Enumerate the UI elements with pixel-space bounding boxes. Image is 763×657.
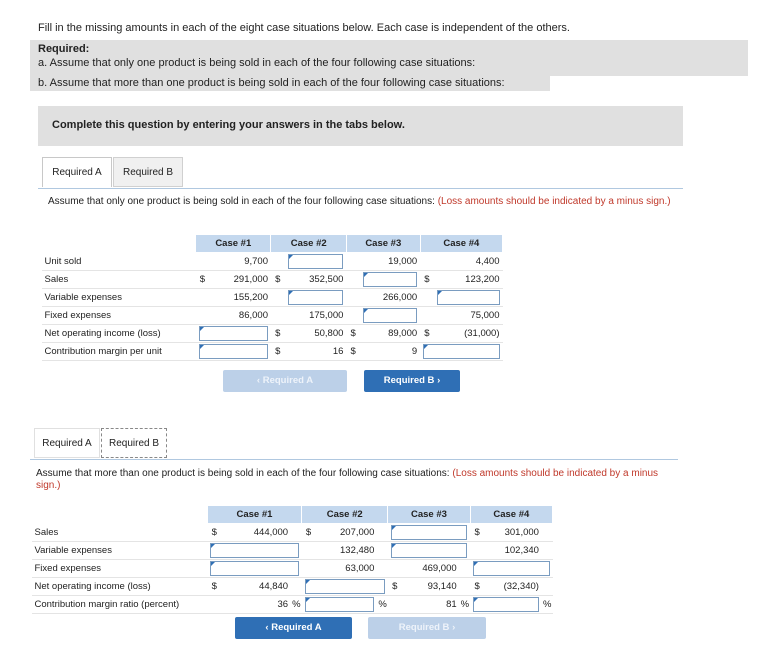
- table-row: [42, 253, 503, 271]
- prev-label: Required A: [271, 622, 322, 633]
- prev-required-a-button[interactable]: [223, 370, 347, 392]
- cell-value: 93,140: [402, 578, 460, 596]
- cell-value: (32,340): [484, 578, 542, 596]
- answer-input[interactable]: [363, 272, 417, 287]
- cell-value: 444,000: [221, 524, 291, 542]
- panel-b-divider: [30, 459, 678, 460]
- cell-value: 81: [402, 596, 460, 614]
- cell-value: 175,000: [285, 307, 347, 325]
- dollar-sign: $: [388, 578, 402, 596]
- table-b-corner: [32, 506, 208, 524]
- cell-value: 75,000: [434, 307, 503, 325]
- prev-required-a-button[interactable]: [235, 617, 352, 639]
- header-a-case4: Case #4: [420, 235, 502, 253]
- row-label: Variable expenses: [32, 542, 208, 560]
- row-label: Contribution margin ratio (percent): [32, 596, 208, 614]
- row-label: Net operating income (loss): [32, 578, 208, 596]
- table-a-corner: [42, 235, 196, 253]
- instruction-b: [36, 468, 681, 492]
- next-required-b-button[interactable]: [368, 617, 486, 639]
- table-row: [42, 325, 503, 343]
- next-label: Required B: [398, 622, 450, 633]
- cell-value: 9,700: [209, 253, 271, 271]
- cell-value: 86,000: [209, 307, 271, 325]
- cell-value: 469,000: [402, 560, 460, 578]
- percent-sign: %: [460, 596, 470, 614]
- chevron-left-icon: ‹: [256, 375, 261, 386]
- row-label: Fixed expenses: [32, 560, 208, 578]
- cell-value: 89,000: [360, 325, 420, 343]
- required-b-text: b. Assume that more than one product is being sold in each of the four following case situations:: [38, 77, 505, 89]
- cell-value: 63,000: [316, 560, 378, 578]
- answer-input[interactable]: [423, 344, 499, 359]
- complete-text: Complete this question by entering your answers in the tabs below.: [52, 119, 405, 131]
- table-row: [32, 560, 553, 578]
- instruction-a: [48, 196, 688, 208]
- answer-input[interactable]: [363, 308, 417, 323]
- dollar-sign: $: [302, 524, 316, 542]
- answer-input[interactable]: [437, 290, 500, 305]
- table-row: [42, 271, 503, 289]
- table-row: [32, 596, 553, 614]
- dollar-sign: $: [271, 325, 285, 343]
- dollar-sign: $: [196, 271, 210, 289]
- tab-required-a[interactable]: Required A: [34, 428, 100, 458]
- answer-input[interactable]: [288, 254, 344, 269]
- intro-text: Fill in the missing amounts in each of the eight case situations below. Each case is independent of the others.: [38, 22, 570, 34]
- cell-value: 50,800: [285, 325, 347, 343]
- answer-input[interactable]: [473, 561, 549, 576]
- table-row: [42, 343, 503, 361]
- header-a-case3: Case #3: [346, 235, 420, 253]
- answer-input[interactable]: [305, 579, 385, 594]
- required-a-text: a. Assume that only one product is being sold in each of the four following case situations:: [38, 57, 476, 69]
- prev-label: Required A: [262, 375, 314, 386]
- header-a-case1: Case #1: [196, 235, 271, 253]
- header-b-case3: Case #3: [388, 506, 470, 524]
- cell-value: 16: [285, 343, 347, 361]
- chevron-right-icon: ›: [437, 375, 441, 386]
- cell-value: 352,500: [285, 271, 347, 289]
- dollar-sign: $: [346, 325, 360, 343]
- header-a-case2: Case #2: [271, 235, 346, 253]
- answer-input[interactable]: [473, 597, 539, 612]
- cell-value: 36: [221, 596, 291, 614]
- chevron-left-icon: ‹: [265, 622, 269, 633]
- header-b-case4: Case #4: [470, 506, 552, 524]
- cell-value: 123,200: [434, 271, 503, 289]
- row-label: Sales: [32, 524, 208, 542]
- tab-required-b[interactable]: Required B: [101, 428, 167, 458]
- answer-input[interactable]: [391, 525, 467, 540]
- cell-value: 102,340: [484, 542, 542, 560]
- row-label: Net operating income (loss): [42, 325, 196, 343]
- answer-input[interactable]: [288, 290, 344, 305]
- dollar-sign: $: [470, 524, 484, 542]
- answer-input[interactable]: [391, 543, 467, 558]
- answer-input[interactable]: [210, 543, 298, 558]
- dollar-sign: $: [420, 325, 434, 343]
- cell-value: 291,000: [209, 271, 271, 289]
- table-row: [32, 542, 553, 560]
- row-label: Sales: [42, 271, 196, 289]
- table-row: [32, 578, 553, 596]
- cell-value: 266,000: [360, 289, 420, 307]
- answer-input[interactable]: [199, 326, 268, 341]
- instruction-b-note: (Loss amounts should be indicated by a minus sign.): [36, 468, 659, 491]
- header-b-case2: Case #2: [302, 506, 388, 524]
- cell-value: 4,400: [434, 253, 503, 271]
- dollar-sign: $: [207, 578, 221, 596]
- answer-input[interactable]: [305, 597, 375, 612]
- required-box: [30, 40, 748, 76]
- percent-sign: %: [291, 596, 301, 614]
- answer-input[interactable]: [199, 344, 268, 359]
- next-required-b-button[interactable]: [364, 370, 460, 392]
- dollar-sign: $: [271, 271, 285, 289]
- cell-value: 207,000: [316, 524, 378, 542]
- required-title: Required:: [38, 43, 90, 55]
- table-b: [31, 505, 553, 614]
- table-a: [41, 234, 503, 361]
- row-label: Variable expenses: [42, 289, 196, 307]
- row-label: Unit sold: [42, 253, 196, 271]
- table-row: [42, 289, 503, 307]
- cell-value: 301,000: [484, 524, 542, 542]
- answer-input[interactable]: [210, 561, 298, 576]
- dollar-sign: $: [207, 524, 221, 542]
- cell-value: 155,200: [209, 289, 271, 307]
- complete-banner: [38, 106, 683, 146]
- percent-sign: %: [542, 596, 553, 614]
- row-label: Contribution margin per unit: [42, 343, 196, 361]
- instruction-a-note: (Loss amounts should be indicated by a minus sign.): [437, 196, 671, 207]
- chevron-right-icon: ›: [452, 622, 456, 633]
- table-row: [32, 524, 553, 542]
- cell-value: (31,000): [434, 325, 503, 343]
- panel-a-divider: [38, 188, 683, 189]
- cell-value: 19,000: [360, 253, 420, 271]
- dollar-sign: $: [470, 578, 484, 596]
- header-b-case1: Case #1: [207, 506, 301, 524]
- tab-required-b[interactable]: Required B: [113, 157, 183, 187]
- instruction-a-text: Assume that only one product is being sold in each of the four following case situations:: [48, 196, 435, 207]
- cell-value: 132,480: [316, 542, 378, 560]
- table-row: [42, 307, 503, 325]
- dollar-sign: $: [420, 271, 434, 289]
- next-label: Required B: [383, 375, 435, 386]
- dollar-sign: $: [346, 343, 360, 361]
- instruction-b-text: Assume that more than one product is being sold in each of the four following case situations:: [36, 468, 450, 479]
- cell-value: 9: [360, 343, 420, 361]
- row-label: Fixed expenses: [42, 307, 196, 325]
- cell-value: 44,840: [221, 578, 291, 596]
- dollar-sign: $: [271, 343, 285, 361]
- tab-required-a[interactable]: Required A: [42, 157, 112, 187]
- percent-sign: %: [377, 596, 387, 614]
